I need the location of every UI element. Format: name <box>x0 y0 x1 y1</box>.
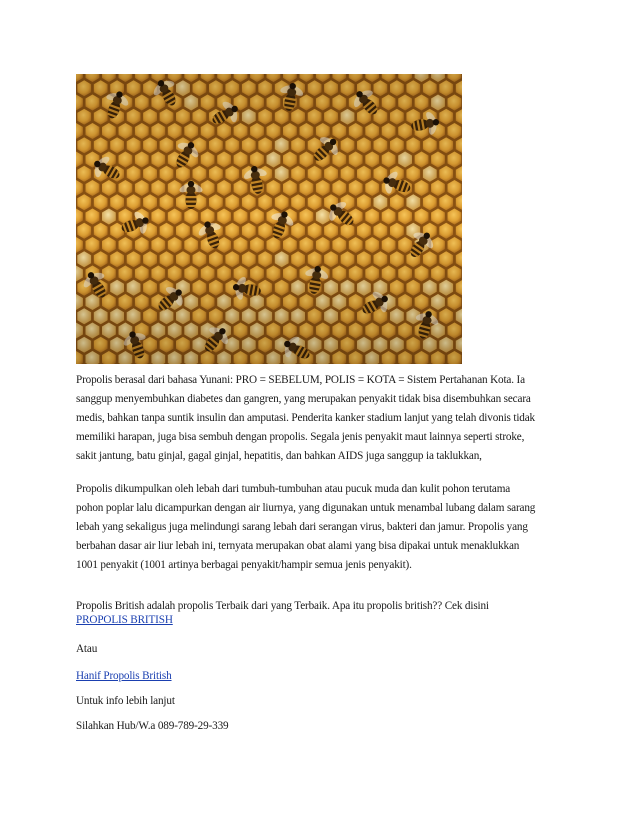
info-text: Untuk info lebih lanjut <box>76 695 175 707</box>
hanif-propolis-british-link[interactable]: Hanif Propolis British <box>76 670 172 682</box>
paragraph-propolis-origin <box>76 371 576 466</box>
honeycomb-illustration <box>76 74 462 364</box>
paragraph-line: sanggup menyembuhkan diabetes dan gangren, yang merupakan penyakit tidak bisa disembuhkan secara <box>76 393 531 405</box>
paragraph-line: memiliki harapan, juga bisa sembuh dengan propolis. Segala jenis penyakit maut lainnya seperti stroke, <box>76 431 525 443</box>
paragraph-line: lebah yang sekaligus juga melindungi sarang lebah dari serangan virus, bakteri dan jamur. Propolis yang <box>76 521 528 533</box>
paragraph-line: 1001 penyakit (1001 artinya berbagai penyakit/hampir semua jenis penyakit). <box>76 559 412 571</box>
paragraph-line: medis, bahkan tanpa suntik insulin dan amputasi. Penderita kanker stadium lanjut yang telah divonis tidak <box>76 412 536 424</box>
paragraph-line: pohon poplar lalu dicampurkan dengan air liurnya, yang digunakan untuk menambal lubang dalam sarang <box>76 502 536 514</box>
paragraph-line: Propolis berasal dari bahasa Yunani: PRO = SEBELUM, POLIS = KOTA = Sistem Pertahanan Kota. Ia <box>76 374 525 386</box>
honeycomb-bees-image <box>76 74 462 364</box>
paragraph-line: Propolis British adalah propolis Terbaik dari yang Terbaik. Apa itu propolis british?? Cek disini <box>76 600 489 612</box>
atau-text: Atau <box>76 643 98 655</box>
paragraph-line: sakit jantung, batu ginjal, gagal ginjal, hepatitis, dan bahkan AIDS juga sanggup ia taklukkan, <box>76 450 482 462</box>
contact-text: Silahkan Hub/W.a 089-789-29-339 <box>76 720 229 732</box>
paragraph-line: berbahan dasar air liur lebah ini, ternyata merupakan obat alami yang bisa dipakai untuk menaklukkan <box>76 540 520 552</box>
paragraph-line: Propolis dikumpulkan oleh lebah dari tumbuh-tumbuhan atau pucuk muda dan kulit pohon terutama <box>76 483 511 495</box>
paragraph-propolis-collection <box>76 480 576 575</box>
propolis-british-link[interactable]: PROPOLIS BRITISH <box>76 614 173 626</box>
